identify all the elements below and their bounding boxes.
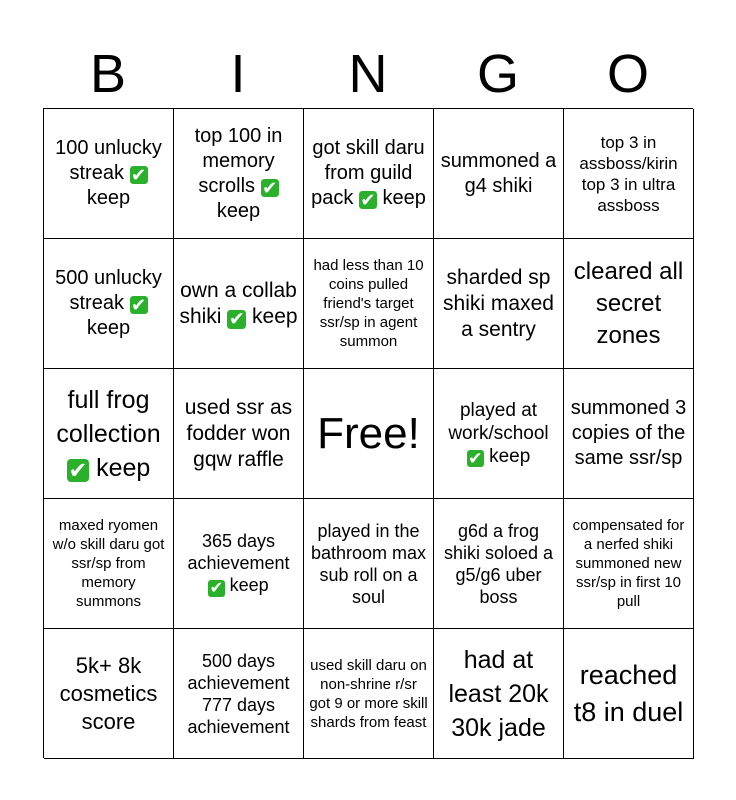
bingo-cell-i5[interactable] xyxy=(174,629,304,759)
cell-label: used ssr as fodder won gqw raffle xyxy=(184,395,293,471)
bingo-cell-n1[interactable] xyxy=(304,109,434,239)
cell-label: used skill daru on non-shrine r/sr got 9 or more skill shards from feast xyxy=(309,656,428,731)
cell-label: summoned a g4 shiki xyxy=(440,149,557,197)
bingo-cell-g2[interactable] xyxy=(434,239,564,369)
cell-label: own a collab shiki ✔ keep xyxy=(179,278,298,330)
cell-label: full frog collection ✔ keep xyxy=(56,385,161,484)
bingo-cell-g4[interactable] xyxy=(434,499,564,629)
check-mark-icon: ✔ xyxy=(262,177,278,198)
cell-label: g6d a frog shiki soloed a g5/g6 uber boss xyxy=(443,520,554,607)
cell-label: compensated for a nerfed shiki summoned new ssr/sp in first 10 pull xyxy=(572,517,685,610)
check-mark-icon: ✔ xyxy=(360,190,376,211)
bingo-cell-g5[interactable] xyxy=(434,629,564,759)
header-letter-o: O xyxy=(606,44,649,104)
cell-label: cleared all secret zones xyxy=(573,257,684,349)
bingo-cell-b4[interactable] xyxy=(44,499,174,629)
bingo-cell-b2[interactable] xyxy=(44,239,174,369)
cell-label: maxed ryomen w/o skill daru got ssr/sp from memory summons xyxy=(52,517,165,610)
cell-label: played in the bathroom max sub roll on a soul xyxy=(310,520,427,607)
cell-label: 365 days achievement ✔ keep xyxy=(187,531,290,598)
cell-label: 500 unlucky streak ✔ keep xyxy=(55,267,162,339)
check-mark-icon: ✔ xyxy=(68,458,88,484)
bingo-cell-g3[interactable] xyxy=(434,369,564,499)
bingo-cell-o3[interactable] xyxy=(564,369,694,499)
cell-label: top 3 in assboss/kirin top 3 in ultra assboss xyxy=(579,132,678,215)
bingo-cell-b3[interactable] xyxy=(44,369,174,499)
bingo-free-space[interactable] xyxy=(304,369,434,499)
bingo-cell-i3[interactable] xyxy=(174,369,304,499)
check-mark-icon: ✔ xyxy=(130,295,147,316)
bingo-cell-b1[interactable] xyxy=(44,109,174,239)
cell-label: reached t8 in duel xyxy=(573,659,684,727)
bingo-cell-n5[interactable] xyxy=(304,629,434,759)
bingo-cell-g1[interactable] xyxy=(434,109,564,239)
bingo-header xyxy=(43,40,693,108)
bingo-board xyxy=(43,108,693,758)
cell-label: top 100 in memory scrolls ✔ keep xyxy=(194,124,283,222)
header-letter-i: I xyxy=(230,44,246,104)
cell-label: 500 days achievement 777 days achievement xyxy=(187,650,290,737)
bingo-cell-o1[interactable] xyxy=(564,109,694,239)
bingo-cell-o4[interactable] xyxy=(564,499,694,629)
header-letter-g: G xyxy=(476,44,519,104)
bingo-cell-o5[interactable] xyxy=(564,629,694,759)
cell-label: 100 unlucky streak ✔ keep xyxy=(55,137,162,209)
bingo-cell-n2[interactable] xyxy=(304,239,434,369)
bingo-cell-i4[interactable] xyxy=(174,499,304,629)
bingo-cell-b5[interactable] xyxy=(44,629,174,759)
cell-label: had at least 20k 30k jade xyxy=(448,645,549,742)
cell-label: got skill daru from guild pack ✔ keep xyxy=(311,137,426,211)
cell-label: 5k+ 8k cosmetics score xyxy=(59,652,158,734)
cell-label: had less than 10 coins pulled friend's target ssr/sp in agent summon xyxy=(313,257,424,350)
bingo-cell-i1[interactable] xyxy=(174,109,304,239)
bingo-cell-o2[interactable] xyxy=(564,239,694,369)
bingo-cell-i2[interactable] xyxy=(174,239,304,369)
free-space-label: Free! xyxy=(317,408,420,458)
bingo-cell-n4[interactable] xyxy=(304,499,434,629)
cell-label: summoned 3 copies of the same ssr/sp xyxy=(570,397,687,469)
cell-label: played at work/school ✔ keep xyxy=(448,400,549,469)
check-mark-icon: ✔ xyxy=(209,579,224,598)
header-letter-n: N xyxy=(348,44,388,104)
cell-label: sharded sp shiki maxed a sentry xyxy=(443,265,554,341)
header-letter-b: B xyxy=(89,44,127,104)
check-mark-icon: ✔ xyxy=(468,449,483,469)
check-mark-icon: ✔ xyxy=(130,165,147,186)
check-mark-icon: ✔ xyxy=(228,308,245,330)
